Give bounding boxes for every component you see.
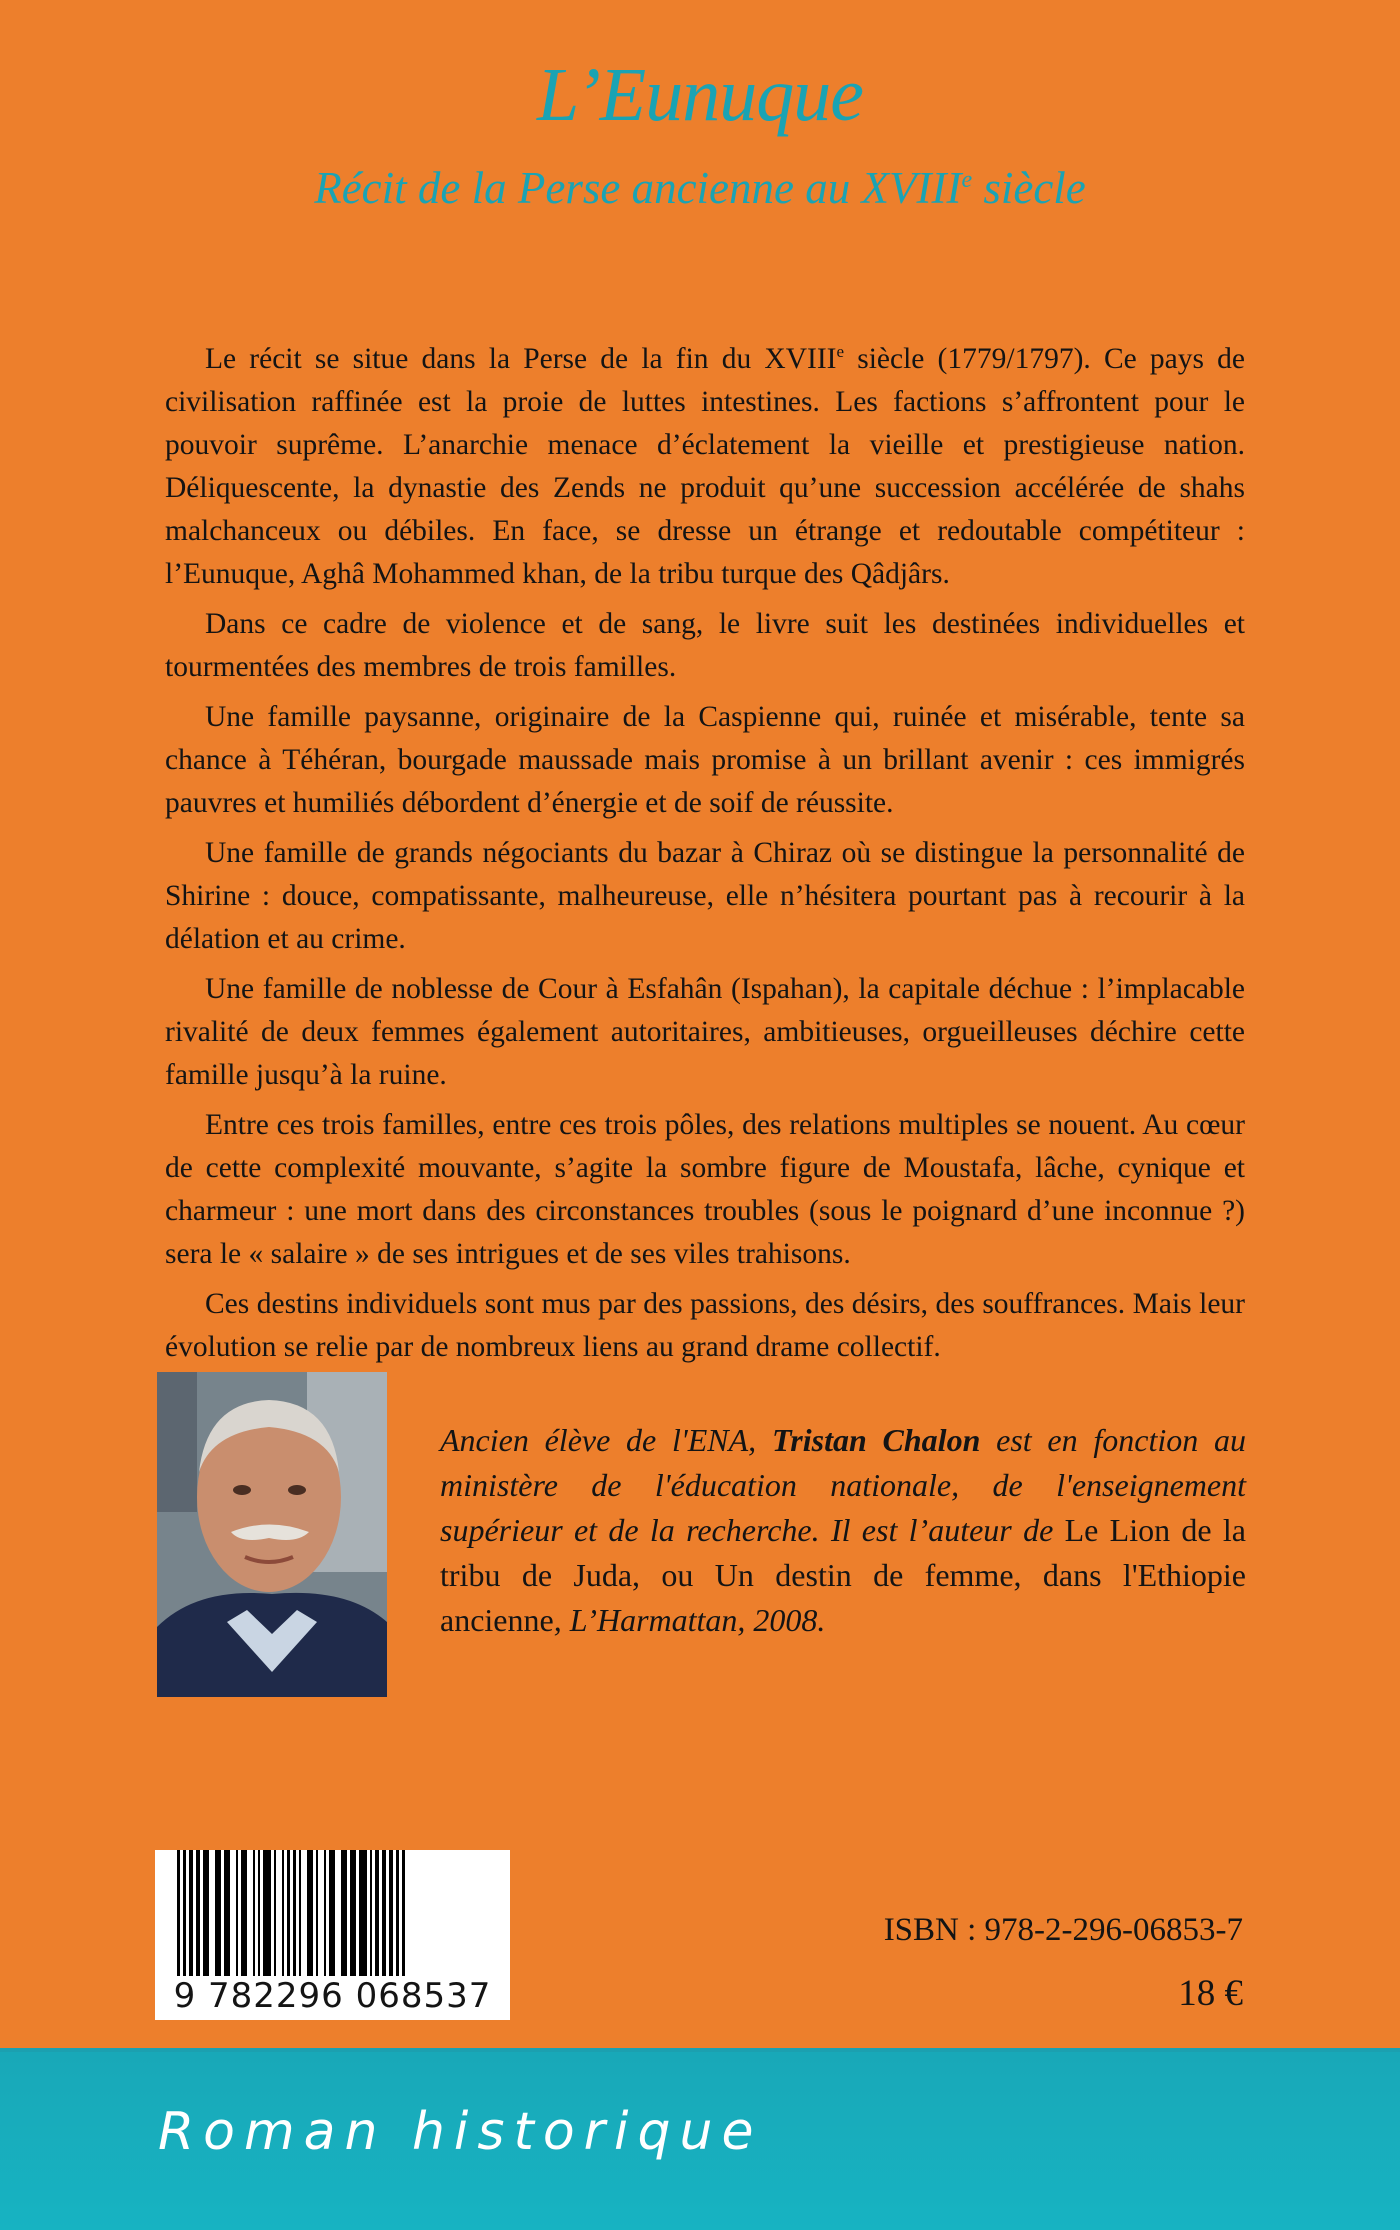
barcode-bar bbox=[375, 1850, 379, 1976]
barcode-bar bbox=[203, 1850, 209, 1976]
synopsis-paragraph-4: Une famille de grands négociants du bazar à Chiraz où se distingue la personnalité de Shirine : douce, compatissante, malheureuse, elle n’hésitera pourtant pas à recourir à la délation et au crime. bbox=[165, 837, 1245, 955]
barcode-bars-icon bbox=[155, 1850, 510, 1980]
synopsis-paragraph-5: Une famille de noblesse de Cour à Esfahân (Ispahan), la capitale déchue : l’implacable rivalité de deux femmes également autoritaires, ambitieuses, orgueilleuses déchire cette famille jusqu’à la ruine. bbox=[165, 973, 1245, 1091]
barcode-bar bbox=[329, 1850, 335, 1976]
barcode-bar bbox=[236, 1850, 238, 1976]
bio-middle: est en fonction au ministère de l'éducation nationale, de l'enseignement supérieur et de la recherche. Il est l’auteur de bbox=[440, 1422, 1247, 1548]
barcode-bar bbox=[215, 1850, 221, 1976]
barcode-guard-bar bbox=[183, 1850, 186, 1980]
synopsis-p1-end: siècle (1779/1797). Ce pays de civilisation raffinée est la proie de luttes intestines. Les factions s’affrontent pour le pouvoir suprême. L’anarchie menace d’éclatement la vieille et prestigieuse nation. Déliquescente, la dynastie des Zends ne produit qu’une succession accélérée de shahs malchanceux ou débiles. En face, se dresse un étrange et redoutable compétiteur : l’Eunuque, Aghâ Mohammed khan, de la tribu turque des Qâdjârs. bbox=[165, 343, 1245, 590]
barcode-bar bbox=[370, 1850, 372, 1976]
barcode-bar bbox=[241, 1850, 247, 1976]
book-subtitle bbox=[0, 162, 1400, 214]
subtitle-text: Récit de la Perse ancienne au XVIII bbox=[314, 163, 962, 213]
barcode-bar bbox=[324, 1850, 326, 1976]
synopsis-p1-start: Le récit se situe dans la Perse de la fin du XVIII bbox=[205, 343, 837, 375]
barcode-bar bbox=[389, 1850, 393, 1976]
synopsis-paragraph-1 bbox=[165, 338, 1245, 596]
barcode-guard-bar bbox=[177, 1850, 180, 1980]
barcode-bar bbox=[341, 1850, 347, 1976]
author-name: Tristan Chalon bbox=[771, 1422, 981, 1458]
subtitle-suffix: siècle bbox=[972, 163, 1086, 213]
book-title: L’Eunuque bbox=[537, 53, 863, 137]
barcode-bar bbox=[274, 1850, 276, 1976]
barcode-bar bbox=[307, 1850, 313, 1976]
subtitle-superscript: e bbox=[961, 167, 973, 193]
barcode-digits: 9 782296 068537 bbox=[155, 1976, 510, 2016]
barcode-bar bbox=[299, 1850, 301, 1976]
bio-end: , L’Harmattan, 2008. bbox=[553, 1602, 826, 1638]
barcode-bar bbox=[253, 1850, 255, 1976]
synopsis-paragraph-6: Entre ces trois familles, entre ces trois pôles, des relations multiples se nouent. Au cœur de cette complexité mouvante, s’agite la sombre figure de Moustafa, lâche, cynique et charmeur : une mort dans des circonstances troubles (sous le poignard d’une inconnue ?) sera le « salaire » de ses intrigues et de ses viles trahisons. bbox=[165, 1109, 1245, 1270]
genre-band bbox=[0, 2052, 1400, 2230]
barcode-bar bbox=[350, 1850, 356, 1976]
barcode-bar bbox=[382, 1850, 386, 1976]
author-photo bbox=[157, 1372, 387, 1697]
barcode-bar bbox=[282, 1850, 284, 1976]
barcode-bar bbox=[258, 1850, 260, 1976]
barcode bbox=[155, 1850, 510, 2020]
synopsis bbox=[165, 338, 1245, 1376]
barcode-bar bbox=[263, 1850, 271, 1976]
bio-intro: Ancien élève de l'ENA, bbox=[440, 1422, 772, 1458]
synopsis-paragraph-7: Ces destins individuels sont mus par des passions, des désirs, des souffrances. Mais leur évolution se relie par de nombreux liens au grand drame collectif. bbox=[165, 1288, 1245, 1363]
price: 18 € bbox=[1178, 1973, 1243, 2014]
barcode-guard-bar bbox=[396, 1850, 399, 1980]
barcode-bar bbox=[189, 1850, 193, 1976]
previous-book-title: Le Lion de la tribu de Juda, ou Un destin de femme, dans l'Ethiopie ancienne bbox=[440, 1512, 1247, 1638]
barcode-bar bbox=[224, 1850, 230, 1976]
barcode-guard-bar bbox=[402, 1850, 405, 1980]
author-portrait-icon bbox=[157, 1372, 387, 1697]
genre-label: Roman historique bbox=[158, 2102, 763, 2162]
author-bio bbox=[440, 1418, 1246, 1643]
isbn: ISBN : 978-2-296-06853-7 bbox=[883, 1912, 1243, 1948]
barcode-bar bbox=[359, 1850, 367, 1976]
synopsis-paragraph-3: Une famille paysanne, originaire de la Caspienne qui, ruinée et misérable, tente sa chance à Téhéran, bourgade maussade mais promise à un brillant avenir : ces immigrés pauvres et humiliés débordent d’énergie et de soif de réussite. bbox=[165, 701, 1245, 819]
synopsis-p1-superscript: e bbox=[836, 342, 845, 362]
barcode-bar bbox=[316, 1850, 318, 1976]
barcode-bar bbox=[196, 1850, 200, 1976]
barcode-guard-bar bbox=[293, 1850, 296, 1980]
synopsis-paragraph-2: Dans ce cadre de violence et de sang, le livre suit les destinées individuelles et tourmentées des membres de trois familles. bbox=[165, 608, 1245, 683]
barcode-guard-bar bbox=[287, 1850, 290, 1980]
